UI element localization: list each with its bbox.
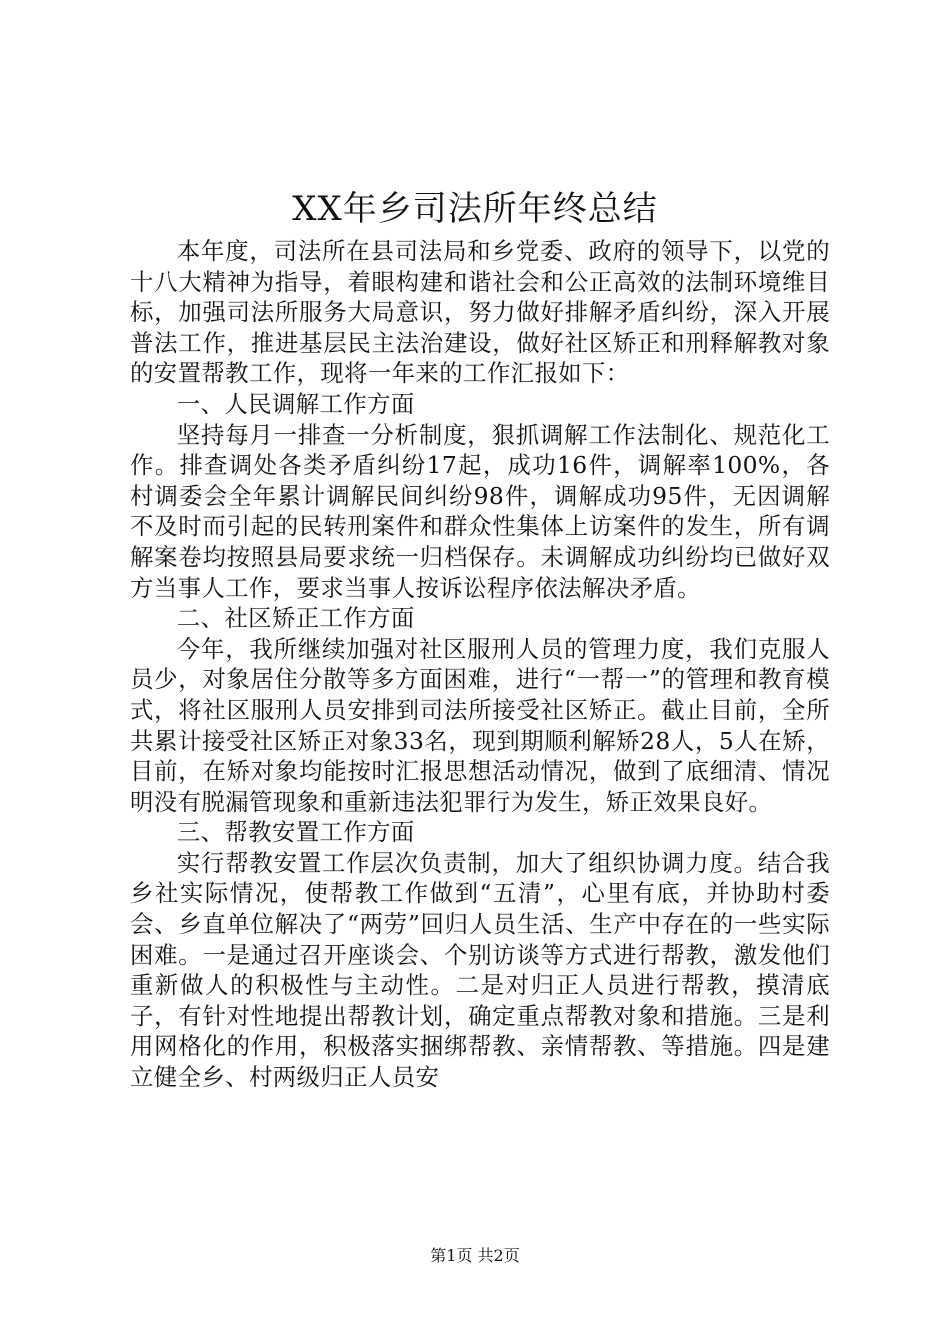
section-heading-correction: 二、社区矫正工作方面 (176, 604, 415, 633)
document-body (130, 236, 830, 1093)
page-number-footer: 第1页 共2页 (430, 1246, 520, 1265)
mediation-paragraph: 坚持每月一排查一分析制度，狠抓调解工作法制化、规范化工作。排查调处各类矛盾纠纷17起，成功16件，调解率100%，各村调委会全年累计调解民间纠纷98件，调解成功95件，无因调解不及时而引起的民转刑案件和群众性集体上访案件的发生，所有调解案卷均按照县局要求统一归档保存。未调解成功纠纷均已做好双方当事人工作，要求当事人按诉讼程序依法解决矛盾。 (130, 420, 830, 602)
correction-paragraph: 今年，我所继续加强对社区服刑人员的管理力度，我们克服人员少，对象居住分散等多方面困难，进行“一帮一”的管理和教育模式，将社区服刑人员安排到司法所接受社区矫正。截止目前，全所共累计接受社区矫正对象33名，现到期顺利解矫28人，5人在矫，目前，在矫对象均能按时汇报思想活动情况，做到了底细清、情况明没有脱漏管现象和重新违法犯罪行为发生，矫正效果良好。 (130, 634, 830, 816)
section-heading-resettlement: 三、帮教安置工作方面 (176, 818, 415, 847)
section-heading-mediation: 一、人民调解工作方面 (176, 389, 415, 418)
intro-paragraph: 本年度，司法所在县司法局和乡党委、政府的领导下，以党的十八大精神为指导，着眼构建和谐社会和公正高效的法制环境维目标，加强司法所服务大局意识，努力做好排解矛盾纠纷，深入开展普法工作，推进基层民主法治建设，做好社区矫正和刑释解教对象的安置帮教工作，现将一年来的工作汇报如下： (130, 237, 830, 388)
document-title: XX年乡司法所年终总结 (292, 189, 658, 229)
resettlement-paragraph: 实行帮教安置工作层次负责制，加大了组织协调力度。结合我乡社实际情况，使帮教工作做到“五清”，心里有底，并协助村委会、乡直单位解决了“两劳”回归人员生活、生产中存在的一些实际困难。一是通过召开座谈会、个别访谈等方式进行帮教，激发他们重新做人的积极性与主动性。二是对归正人员进行帮教，摸清底子，有针对性地提出帮教计划，确定重点帮教对象和措施。三是利用网格化的作用，积极落实捆绑帮教、亲情帮教、等措施。四是建立健全乡、村两级归正人员安 (130, 848, 830, 1092)
